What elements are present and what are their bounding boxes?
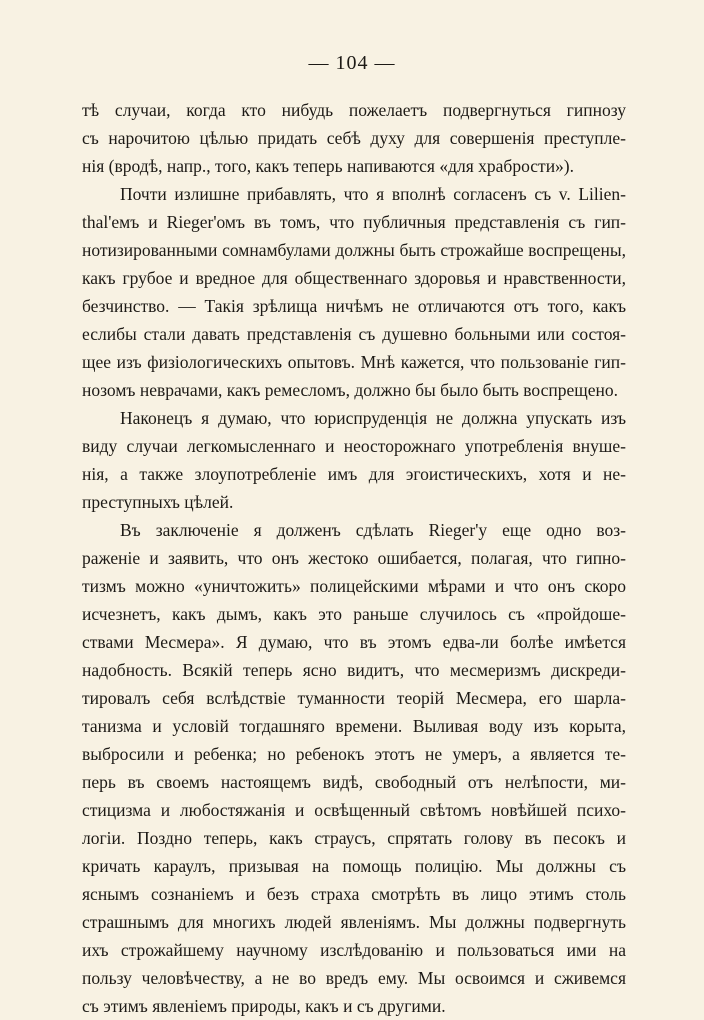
paragraph-first-line: Въ заключеніе я долженъ сдѣлать Rieger'у еще одно воз-: [120, 520, 626, 540]
text-line: танизма и условій тогдашняго времени. Выливая воду изъ корыта,: [82, 716, 626, 736]
text-line: безчинство. — Такія зрѣлища ничѣмъ не отличаются отъ того, какъ: [82, 296, 626, 316]
text-line: ихъ строжайшему научному изслѣдованію и пользоваться ими на: [82, 940, 626, 960]
text-line: нотизированными сомнамбулами должны быть строжайше воспрещены,: [82, 240, 626, 260]
text-line: нозомъ неврачами, какъ ремесломъ, должно бы было быть воспрещено.: [82, 380, 618, 400]
text-line: выбросили и ребенка; но ребенокъ этотъ не умеръ, а является те-: [82, 744, 626, 764]
text-line: раженіе и заявить, что онъ жестоко ошибается, полагая, что гипно-: [82, 548, 626, 568]
text-line: надобность. Всякій теперь ясно видитъ, что месмеризмъ дискреди-: [82, 660, 626, 680]
page-number: — 104 —: [308, 52, 396, 74]
text-line: съ этимъ явленіемъ природы, какъ и съ другими.: [82, 996, 446, 1016]
paragraph-first-line: Наконецъ я думаю, что юриспруденція не должна упускать изъ: [120, 408, 626, 428]
text-line: тизмъ можно «уничтожить» полицейскими мѣрами и что онъ скоро: [82, 576, 626, 596]
text-line: стицизма и любостяжанія и освѣщенный свѣтомъ новѣйшей психо-: [82, 800, 626, 820]
text-line: нія, а также злоупотребленіе имъ для эгоистическихъ, хотя и не-: [82, 464, 626, 484]
text-line: преступныхъ цѣлей.: [82, 492, 234, 512]
text-line: виду случаи легкомысленнаго и неосторожнаго употребленія внуше-: [82, 436, 626, 456]
text-line: страшнымъ для многихъ людей явленіямъ. Мы должны подвергнуть: [82, 912, 626, 932]
text-line: тѣ случаи, когда кто нибудь пожелаетъ подвергнуться гипнозу: [82, 100, 626, 120]
text-line: нія (вродѣ, напр., того, какъ теперь напиваются «для храбрости»).: [82, 156, 575, 176]
text-line: еслибы стали давать представленія съ душевно больными или состоя-: [82, 324, 626, 344]
body-text: [82, 96, 626, 1020]
text-line: кричать караулъ, призывая на помощь полицію. Мы должны съ: [82, 856, 626, 876]
text-line: исчезнетъ, какъ дымъ, какъ это раньше случилось съ «пройдоше-: [82, 604, 626, 624]
text-line: щее изъ физіологическихъ опытовъ. Мнѣ кажется, что пользованіе гип-: [82, 352, 626, 372]
text-line: съ нарочитою цѣлью придать себѣ духу для совершенія преступле-: [82, 128, 626, 148]
text-line: логіи. Поздно теперь, какъ страусъ, спрятать голову въ песокъ и: [82, 828, 626, 848]
text-line: пользу человѣчеству, а не во вредъ ему. Мы освоимся и сживемся: [82, 968, 626, 988]
text-line: какъ грубое и вредное для общественнаго здоровья и нравственности,: [82, 268, 626, 288]
text-line: thal'емъ и Rieger'омъ въ томъ, что публичныя представленія съ гип-: [82, 212, 626, 232]
text-line: яснымъ сознаніемъ и безъ страха смотрѣть въ лицо этимъ столь: [82, 884, 626, 904]
paragraph-first-line: Почти излишне прибавлять, что я вполнѣ согласенъ съ v. Lilien-: [120, 184, 626, 204]
text-line: перь въ своемъ настоящемъ видѣ, свободный отъ нелѣпости, ми-: [82, 772, 626, 792]
text-line: ствами Месмера». Я думаю, что въ этомъ едва-ли болѣе имѣется: [82, 632, 626, 652]
text-line: тировалъ себя вслѣдствіе туманности теорій Месмера, его шарла-: [82, 688, 626, 708]
